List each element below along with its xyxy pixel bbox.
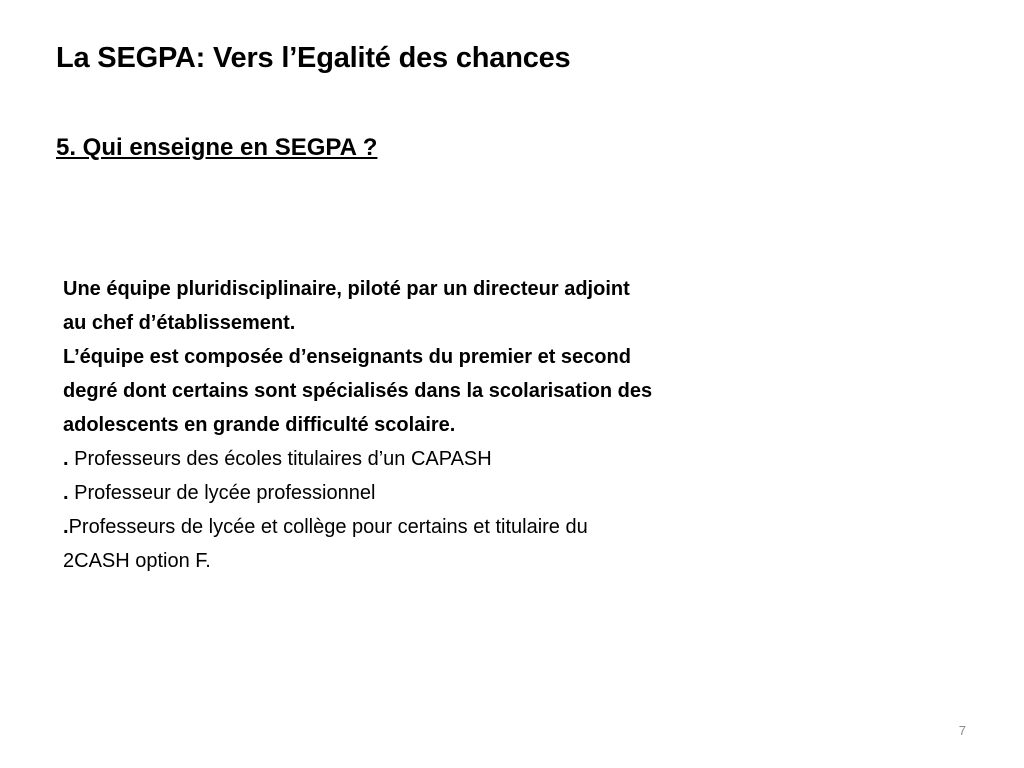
list-item (63, 476, 803, 510)
list-item-text: Professeurs des écoles titulaires d’un CAPASH (68, 448, 492, 470)
slide-body (63, 272, 803, 578)
intro-line: au chef d’établissement. (63, 312, 296, 334)
intro-line: L’équipe est composée d’enseignants du premier et second (63, 346, 631, 368)
page-number: 7 (958, 723, 966, 738)
intro-line: Une équipe pluridisciplinaire, piloté par un directeur adjoint (63, 278, 630, 300)
section-heading: 5. Qui enseigne en SEGPA ? (56, 134, 378, 161)
bullet-marker: . (63, 516, 69, 538)
slide-title: La SEGPA: Vers l’Egalité des chances (56, 42, 571, 74)
bullet-marker: . (63, 482, 69, 504)
list-item-continuation: 2CASH option F. (63, 550, 211, 572)
bullet-marker: . (63, 448, 69, 470)
list-item (63, 442, 803, 476)
list-item-text: Professeurs de lycée et collège pour certains et titulaire du (68, 516, 588, 538)
intro-line: adolescents en grande difficulté scolaire. (63, 414, 456, 436)
list-item (63, 510, 803, 544)
intro-line: degré dont certains sont spécialisés dans la scolarisation des (63, 380, 653, 402)
list-item-text: Professeur de lycée professionnel (68, 482, 376, 504)
